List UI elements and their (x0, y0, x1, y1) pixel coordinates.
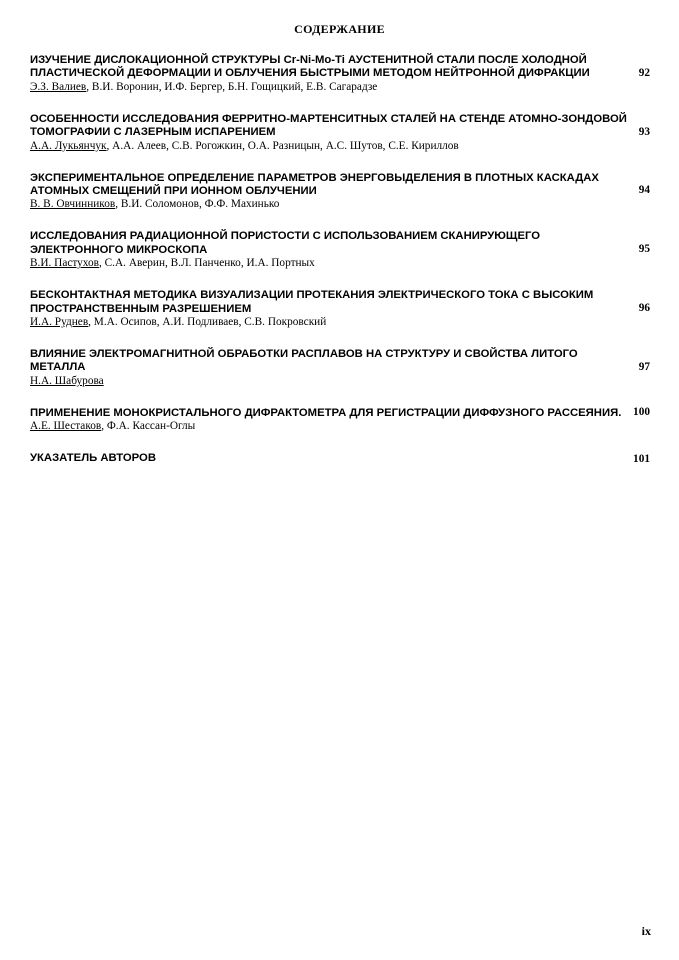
co-authors: , В.И. Воронин, И.Ф. Бергер, Б.Н. Гощицкий, Е.В. Сагарадзе (86, 80, 378, 93)
entry-authors (30, 198, 615, 211)
toc-entry[interactable] (30, 230, 650, 270)
entry-title: ИЗУЧЕНИЕ ДИСЛОКАЦИОННОЙ СТРУКТУРЫ Cr-Ni-Mo-Ti АУСТЕНИТНОЙ СТАЛИ ПОСЛЕ ХОЛОДНОЙ ПЛАСТИЧЕСКОЙ ДЕФОРМАЦИИ И ОБЛУЧЕНИЯ БЫСТРЫМИ МЕТОДОМ НЕЙТРОННОЙ ДИФРАКЦИИ (30, 54, 590, 80)
entry-page-number: 100 (633, 406, 650, 419)
toc-entry[interactable] (30, 54, 650, 94)
table-of-contents (30, 54, 650, 485)
entry-title: ОСОБЕННОСТИ ИССЛЕДОВАНИЯ ФЕРРИТНО-МАРТЕНСИТНЫХ СТАЛЕЙ НА СТЕНДЕ АТОМНО-ЗОНДОВОЙ ТОМОГРАФИИ С ЛАЗЕРНЫМ ИСПАРЕНИЕМ (30, 112, 627, 139)
page-folio: ix (641, 924, 651, 938)
first-author: А.А. Лукьянчук (30, 139, 107, 152)
co-authors: , Ф.А. Кассан-Оглы (101, 420, 196, 433)
co-authors: , А.А. Алеев, С.В. Рогожкин, О.А. Разницын, А.С. Шутов, С.Е. Кириллов (106, 139, 459, 152)
entry-title: ПРИМЕНЕНИЕ МОНОКРИСТАЛЬНОГО ДИФРАКТОМЕТРА ДЛЯ РЕГИСТРАЦИИ ДИФФУЗНОГО РАССЕЯНИЯ. (30, 406, 622, 419)
entry-authors (30, 257, 615, 270)
entry-authors (30, 375, 615, 388)
entry-page-number: 94 (638, 184, 650, 197)
entry-authors (30, 316, 615, 329)
first-author: В. В. Овчинников (30, 198, 116, 211)
entry-page-number: 93 (638, 125, 650, 138)
co-authors: , С.А. Аверин, В.Л. Панченко, И.А. Портных (99, 257, 315, 270)
entry-authors (30, 81, 615, 94)
entry-authors (30, 420, 615, 433)
co-authors: , В.И. Соломонов, Ф.Ф. Махинько (115, 198, 280, 211)
entry-page-number: 97 (638, 360, 650, 373)
toc-entry[interactable] (30, 113, 650, 153)
first-author: И.А. Руднев (30, 316, 89, 329)
toc-entry[interactable] (30, 172, 650, 212)
co-authors: , М.А. Осипов, А.И. Подливаев, С.В. Покровский (88, 316, 327, 329)
entry-title: ЭКСПЕРИМЕНТАЛЬНОЕ ОПРЕДЕЛЕНИЕ ПАРАМЕТРОВ ЭНЕРГОВЫДЕЛЕНИЯ В ПЛОТНЫХ КАСКАДАХ АТОМНЫХ СМЕЩЕНИЙ ПРИ ИОННОМ ОБЛУЧЕНИИ (30, 171, 599, 198)
first-author: А.Е. Шестаков (30, 420, 102, 433)
first-author: Э.З. Валиев (30, 80, 87, 93)
toc-entry-author-index[interactable] (30, 452, 650, 465)
toc-entry[interactable] (30, 289, 650, 329)
entry-title: ИССЛЕДОВАНИЯ РАДИАЦИОННОЙ ПОРИСТОСТИ С ИСПОЛЬЗОВАНИЕМ СКАНИРУЮЩЕГО ЭЛЕКТРОННОГО МИКРОСКОПА (30, 230, 541, 256)
entry-title: УКАЗАТЕЛЬ АВТОРОВ (30, 452, 156, 465)
entry-authors (30, 140, 615, 153)
toc-entry[interactable] (30, 407, 650, 433)
entry-title: ВЛИЯНИЕ ЭЛЕКТРОМАГНИТНОЙ ОБРАБОТКИ РАСПЛАВОВ НА СТРУКТУРУ И СВОЙСТВА ЛИТОГО МЕТАЛЛА (30, 348, 578, 374)
first-author: В.И. Пастухов (30, 257, 99, 270)
entry-title: БЕСКОНТАКТНАЯ МЕТОДИКА ВИЗУАЛИЗАЦИИ ПРОТЕКАНИЯ ЭЛЕКТРИЧЕСКОГО ТОКА С ВЫСОКИМ ПРОСТРАНСТВЕННЫМ РАЗРЕШЕНИЕМ (30, 289, 594, 315)
entry-page-number: 92 (638, 66, 650, 79)
entry-page-number: 96 (638, 302, 650, 315)
entry-page-number: 101 (633, 452, 650, 465)
toc-entry[interactable] (30, 348, 650, 388)
first-author: Н.А. Шабурова (30, 374, 104, 387)
entry-page-number: 95 (638, 243, 650, 256)
page-title: СОДЕРЖАНИЕ (294, 22, 385, 36)
